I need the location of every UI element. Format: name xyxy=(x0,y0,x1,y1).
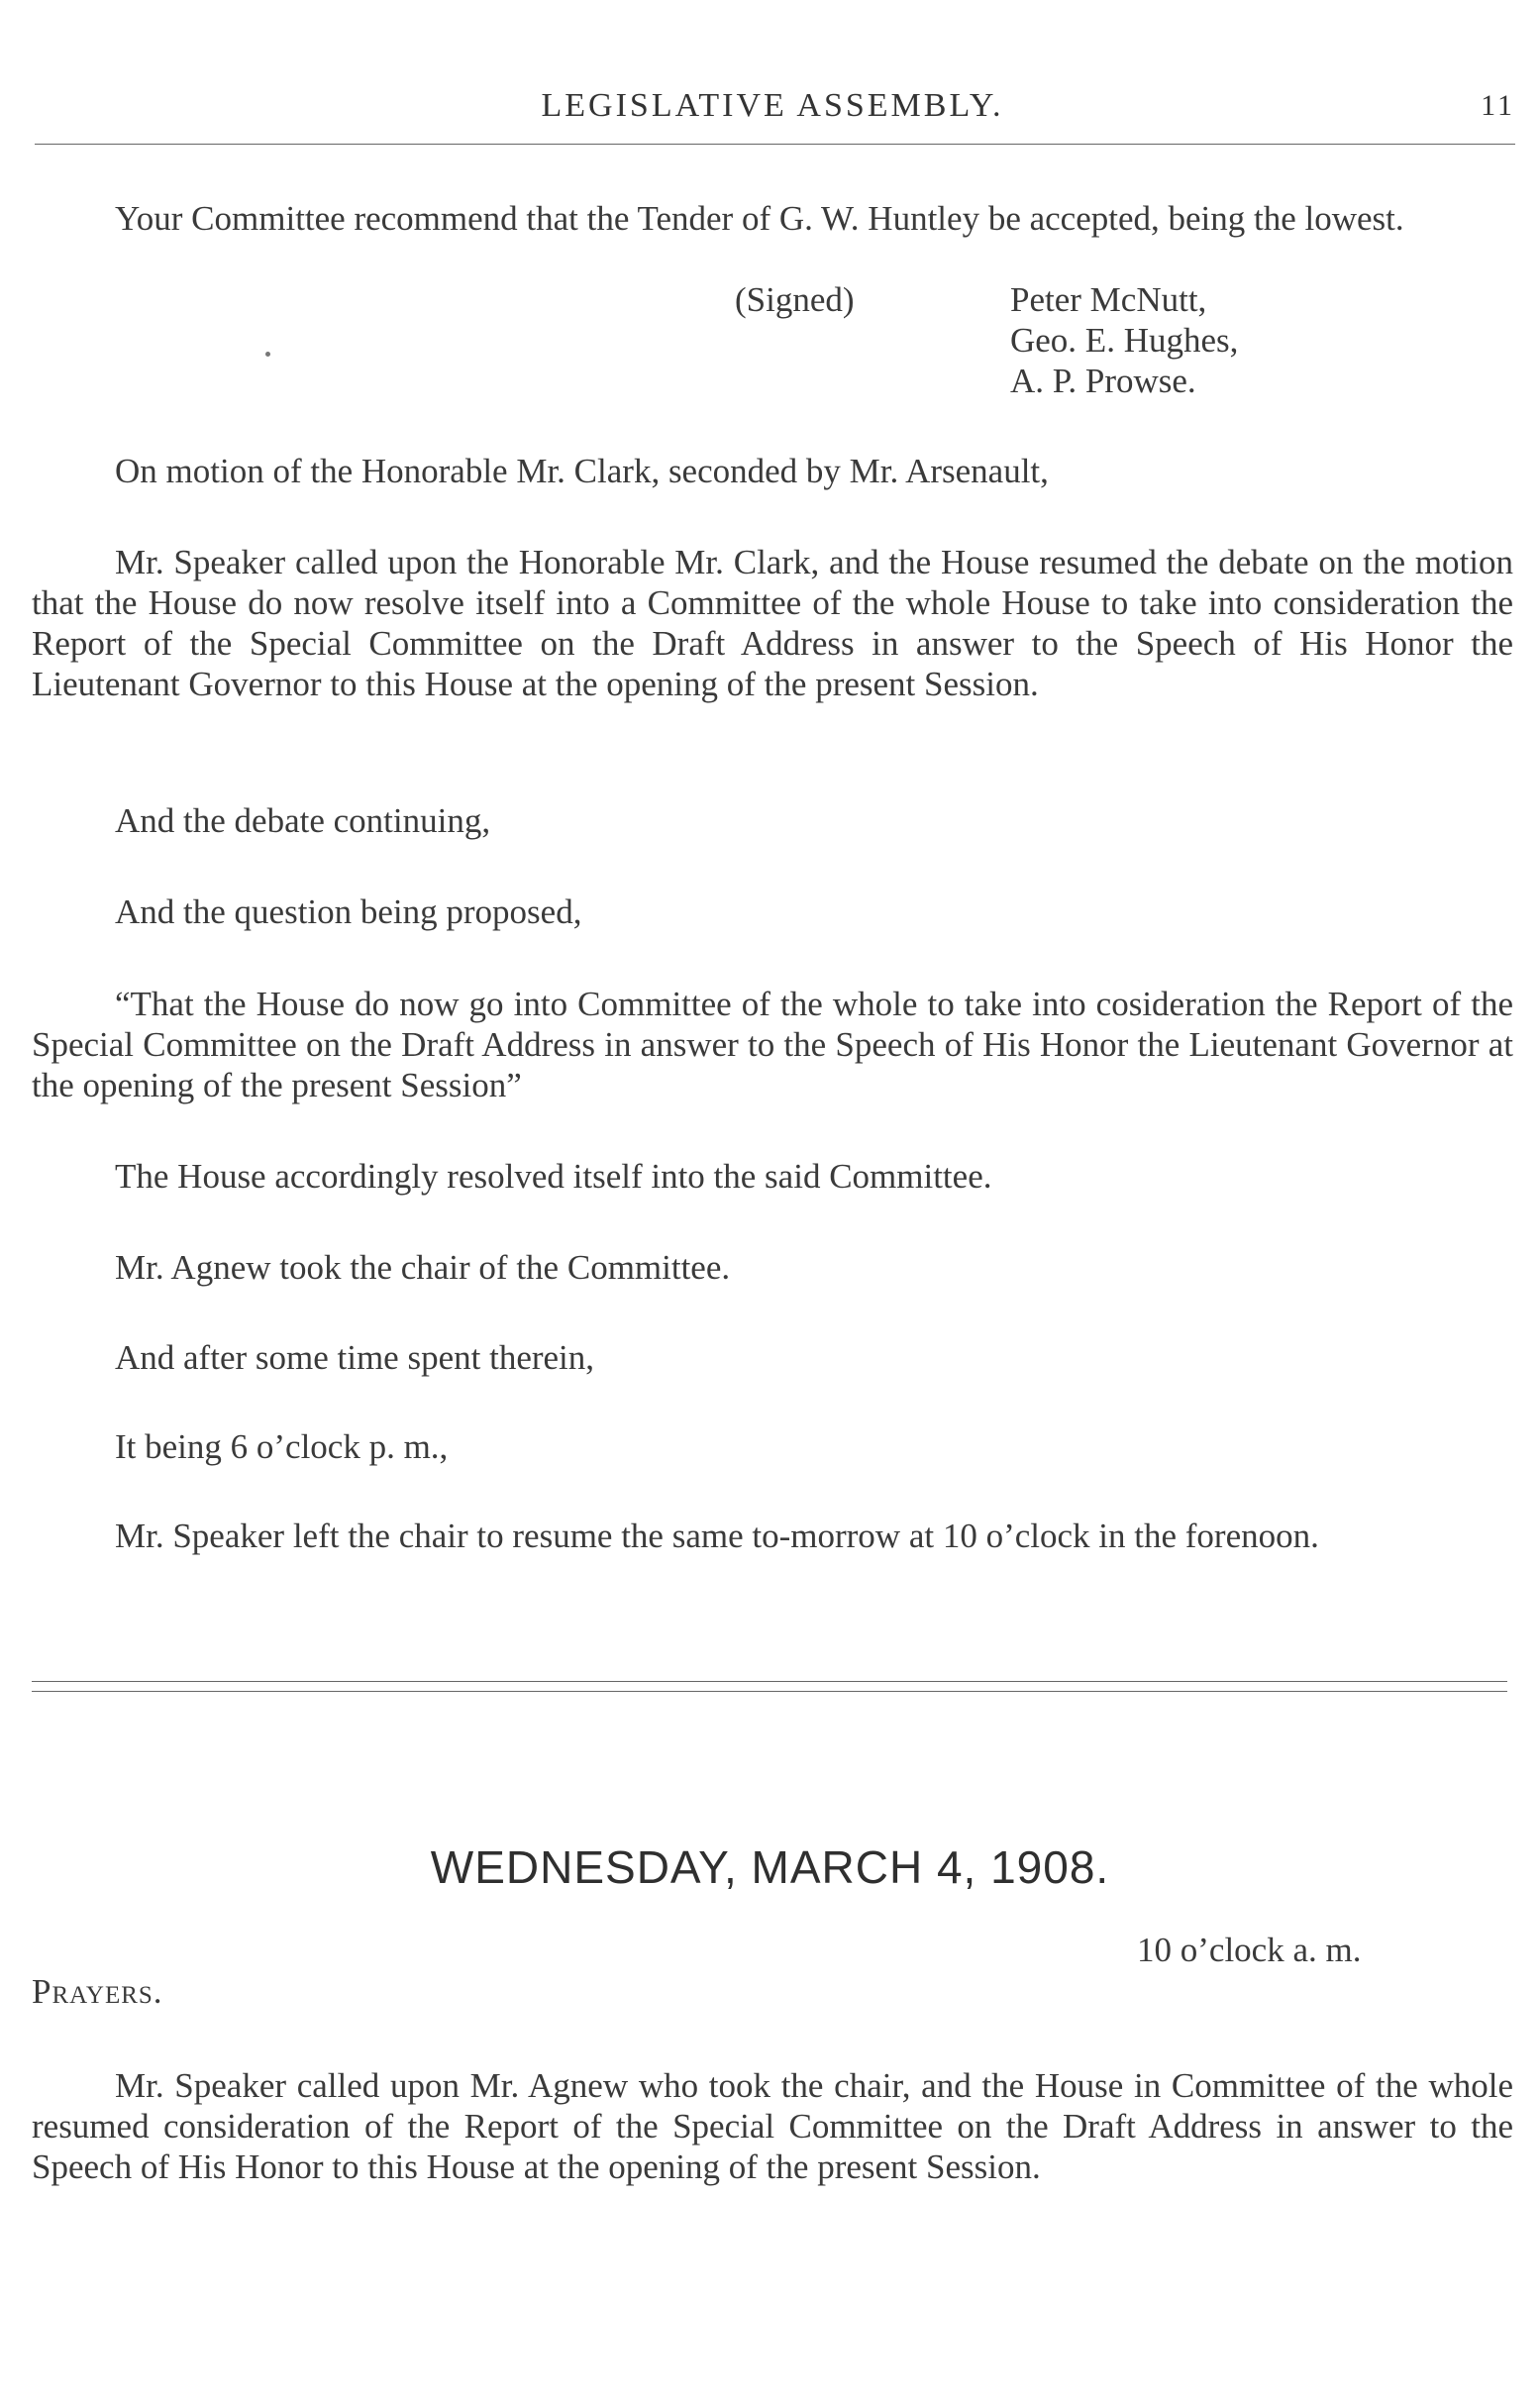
section-rule-bottom xyxy=(32,1691,1507,1692)
day-heading: WEDNESDAY, MARCH 4, 1908. xyxy=(430,1841,1110,1893)
motion-paragraph: On motion of the Honorable Mr. Clark, seconded by Mr. Arsenault, xyxy=(115,452,1049,490)
agnew-chair-paragraph: Mr. Agnew took the chair of the Committee. xyxy=(115,1248,731,1287)
header-rule xyxy=(35,144,1515,145)
question-text-paragraph: “That the House do now go into Committee of the whole to take into cosideration the Report of the Special Committee on the Draft Address in answer to the Speech of His Honor the Lieutenant Governor at the opening of the present Session” xyxy=(32,985,1513,1104)
time-spent-paragraph: And after some time spent therein, xyxy=(115,1338,595,1377)
committee-resumed-paragraph: Mr. Speaker called upon Mr. Agnew who took the chair, and the House in Committee of the whole resumed consideration of the Report of the Special Committee on the Draft Address in answer to the Speech of His Honor to this House at the opening of the present Session. xyxy=(32,2066,1513,2186)
prayers-label: Prayers. xyxy=(32,1972,163,2011)
section-rule-top xyxy=(32,1681,1507,1682)
running-header xyxy=(30,87,1515,137)
house-resolved-paragraph: The House accordingly resolved itself into the said Committee. xyxy=(115,1157,992,1196)
debate-resumed-paragraph: Mr. Speaker called upon the Honorable Mr. Clark, and the House resumed the debate on the motion that the House do now resolve itself into a Committee of the whole House to take into consideration the Report of the Special Committee on the Draft Address in answer to the Speech of His Honor the Lieutenant Governor to this House at the opening of the present Session. xyxy=(32,543,1513,703)
page-number: 11 xyxy=(1481,89,1515,122)
committee-recommendation: Your Committee recommend that the Tender of G. W. Huntley be accepted, being the lowest. xyxy=(115,199,1404,238)
header-title: LEGISLATIVE ASSEMBLY. xyxy=(541,87,1004,124)
signer-name: A. P. Prowse. xyxy=(1010,362,1196,400)
debate-continuing-paragraph: And the debate continuing, xyxy=(115,801,491,840)
signer-name: Geo. E. Hughes, xyxy=(1010,321,1239,360)
speaker-left-paragraph: Mr. Speaker left the chair to resume the same to-morrow at 10 o’clock in the forenoon. xyxy=(115,1517,1319,1555)
sitting-time: 10 o’clock a. m. xyxy=(1137,1931,1362,1969)
signer-name: Peter McNutt, xyxy=(1010,280,1207,319)
question-proposed-paragraph: And the question being proposed, xyxy=(115,892,582,931)
signed-label: (Signed) xyxy=(735,280,855,319)
six-oclock-paragraph: It being 6 o’clock p. m., xyxy=(115,1427,449,1466)
print-speck xyxy=(265,352,270,357)
